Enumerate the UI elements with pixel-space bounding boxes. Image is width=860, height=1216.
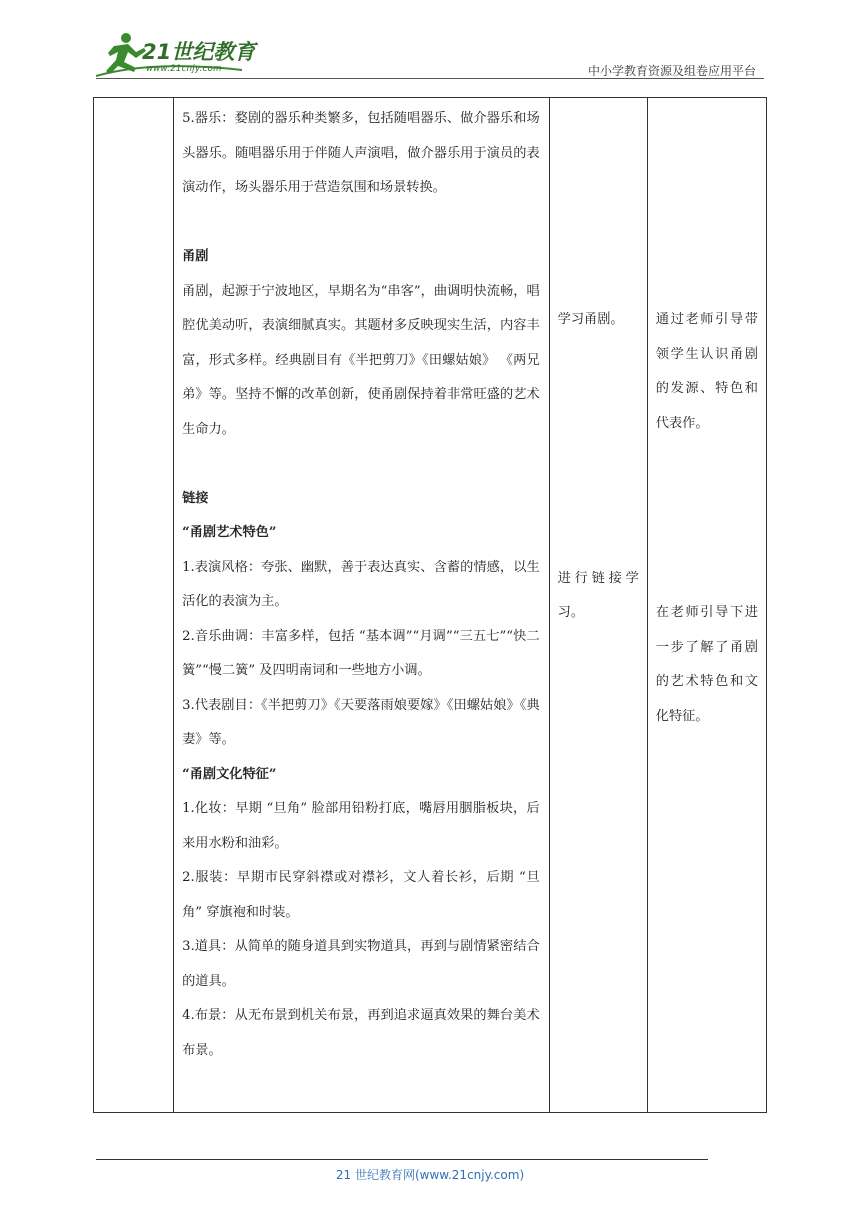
platform-title: 中小学教育资源及组卷应用平台 <box>587 64 756 78</box>
student-activity-1: 学习甬剧。 <box>557 312 624 327</box>
content-cell <box>174 98 550 1113</box>
logo-url: www.21cnjy.com <box>146 64 222 74</box>
table-row <box>94 98 767 1113</box>
instrument-paragraph: 5.器乐：婺剧的器乐种类繁多，包括随唱器乐、做介器乐和场头器乐。随唱器乐用于伴随人声演唱，做介器乐用于演员的表演动作，场头器乐用于营造氛围和场景转换。 <box>182 111 540 195</box>
art-item-3: 3.代表剧目：《半把剪刀》《天要落雨娘要嫁》《田螺姑娘》《典妻》等。 <box>182 697 540 747</box>
design-intent-1: 通过老师引导带领学生认识甬剧的发源、特色和代表作。 <box>655 312 758 431</box>
culture-item-3: 3.道具：从简单的随身道具到实物道具，再到与剧情紧密结合的道具。 <box>182 939 540 989</box>
page-header <box>0 0 860 90</box>
art-item-2: 2.音乐曲调：丰富多样，包括 “基本调”“月调”“三五七”“快二簧”“慢二簧” 及四明南词和一些地方小调。 <box>182 628 540 678</box>
lesson-table <box>93 97 767 1113</box>
culture-item-1: 1.化妆：早期 “旦角” 脸部用铅粉打底，嘴唇用胭脂板块，后来用水粉和油彩。 <box>182 801 540 851</box>
culture-item-4: 4.布景：从无布景到机关布景，再到追求逼真效果的舞台美术布景。 <box>182 1008 540 1058</box>
student-activity-cell <box>549 98 647 1113</box>
culture-features-heading: “甬剧文化特征” <box>182 766 277 782</box>
design-intent-2: 在老师引导下进一步了解了甬剧的艺术特色和文化特征。 <box>655 605 758 724</box>
yongju-paragraph: 甬剧，起源于宁波地区，早期名为“串客”，曲调明快流畅，唱腔优美动听，表演细腻真实。其题材多反映现实生活，内容丰富，形式多样。经典剧目有《半把剪刀》《田螺姑娘》 《两兄弟》等。坚持不懈的改革创新，使甬剧保持着非常旺盛的艺术生命力。 <box>182 283 540 437</box>
art-item-1: 1.表演风格：夸张、幽默，善于表达真实、含蓄的情感，以生活化的表演为主。 <box>182 559 540 609</box>
link-heading: 链接 <box>182 490 209 506</box>
student-activity-2: 进行链接学习。 <box>557 570 639 620</box>
logo-text: 21世纪教育 <box>142 40 256 64</box>
art-features-heading: “甬剧艺术特色” <box>182 525 277 540</box>
yongju-heading: 甬剧 <box>182 249 209 264</box>
header-divider <box>96 78 764 79</box>
culture-item-2: 2.服装：早期市民穿斜襟或对襟衫，文人着长衫，后期 “旦角” 穿旗袍和时装。 <box>182 870 540 920</box>
design-intent-cell <box>647 98 766 1113</box>
footer-divider <box>96 1159 708 1160</box>
stage-cell <box>94 98 174 1113</box>
footer-text: 21 世纪教育网(www.21cnjy.com) <box>335 1168 525 1182</box>
